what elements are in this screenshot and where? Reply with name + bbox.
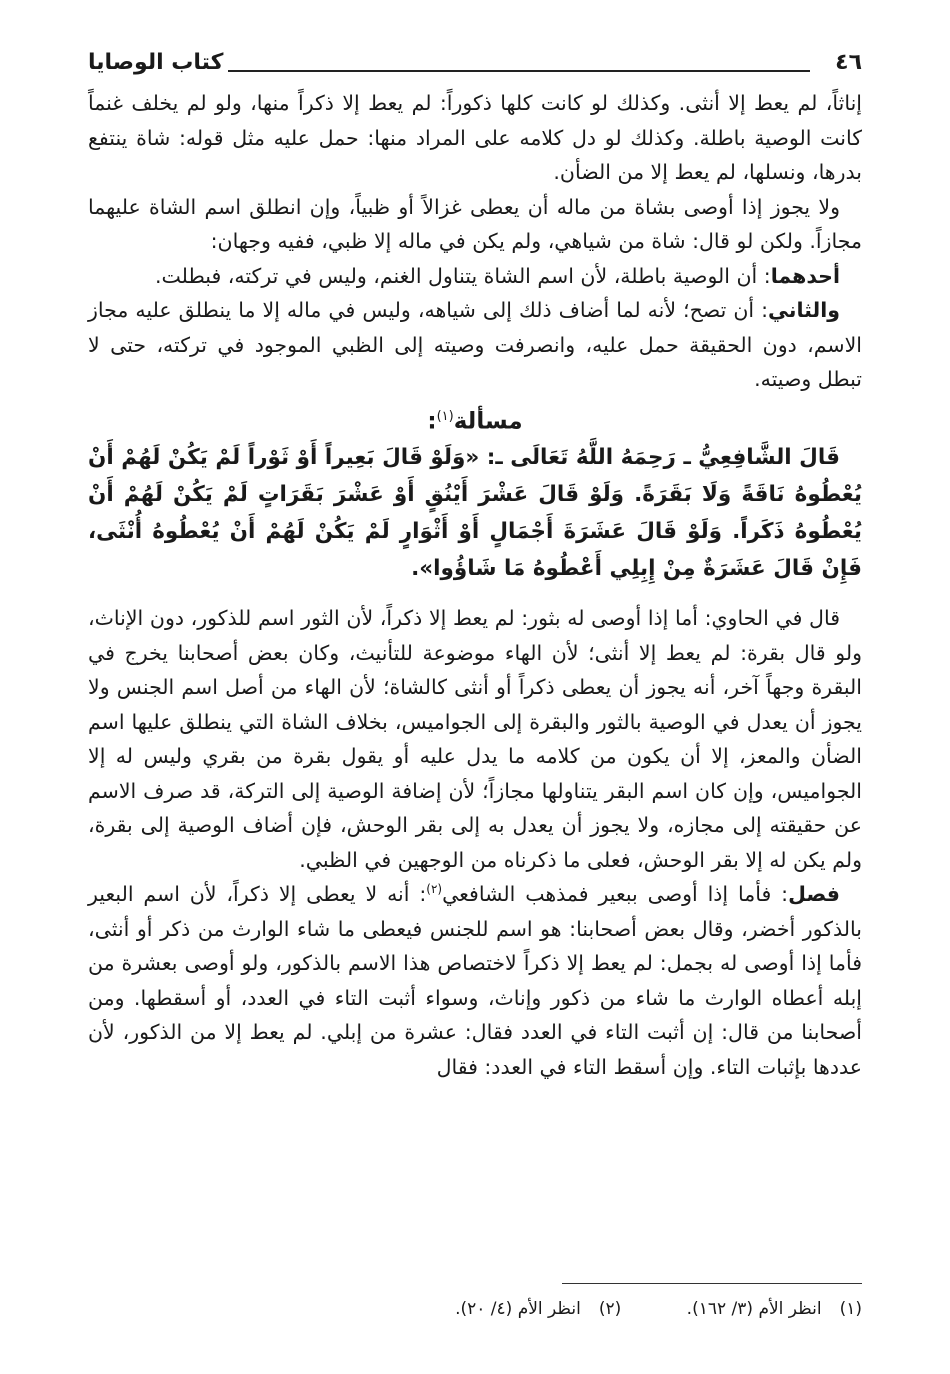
first-view-text: : أن الوصية باطلة، لأن اسم الشاة يتناول الغنم، وليس في تركته، فبطلت. [155, 263, 771, 288]
fasl-footnote-ref: (٢) [426, 882, 443, 897]
second-view-label: والثاني [768, 298, 840, 322]
footnote-1-number: (١) [839, 1299, 862, 1319]
fasl-label: فصل [788, 882, 840, 907]
book-title: كتاب الوصايا [88, 50, 224, 75]
page [88, 48, 862, 1084]
header-rule [228, 70, 810, 72]
body-text [88, 86, 862, 1084]
paragraph-4 [88, 293, 862, 397]
footnote-1 [687, 1296, 862, 1322]
second-view-text: : أن تصح؛ لأنه لما أضاف ذلك إلى شياهه، وليس في ماله إلا ما ينطلق عليه مجاز الاسم، دون الحقيقة حمل عليه، وانصرفت وصيته إلى الظبي الموجود في تركته، حتى لا تبطل وصيته. [88, 298, 862, 391]
masala-heading: مسألة$^{(١)}$: [427, 408, 523, 435]
footnotes [88, 1296, 862, 1322]
footnote-1-text: انظر الأم (٣/ ١٦٢). [686, 1299, 822, 1319]
footnote-2-text: انظر الأم (٤/ ٢٠). [455, 1299, 581, 1319]
masala-title: مسألة [453, 408, 523, 435]
masala-footnote-ref: (١) [436, 408, 454, 424]
running-header [88, 48, 862, 82]
paragraph-2: ولا يجوز إذا أوصى بشاة من ماله أن يعطى غزالاً أو ظبياً، وإن انطلق اسم الشاة عليهما مجازاً. ولكن لو قال: شاة من شياهي، ولم يكن في ماله إلا ظبي، ففيه وجهان: [88, 194, 862, 253]
paragraph-6 [88, 877, 862, 1084]
paragraph-3 [88, 259, 862, 294]
page-number: ٤٦ [835, 50, 862, 75]
footnote-rule [562, 1283, 862, 1284]
footnote-2-number: (٢) [598, 1299, 622, 1319]
footnote-2 [455, 1296, 621, 1322]
shafii-quote: قَالَ الشَّافِعِيُّ ـ رَحِمَهُ اللَّهُ تَعَالَى ـ: «وَلَوْ قَالَ بَعِيراً أَوْ ثَوْراً لَمْ يَكُنْ لَهُمْ أَنْ يُعْطُوهُ نَاقَةً وَلَا بَقَرَةً. وَلَوْ قَالَ عَشْرَ أَيْنُقٍ أَوْ عَشْرَ بَقَرَاتٍ لَمْ يَكُنْ لَهُمْ أَنْ يُعْطُوهُ ذَكَراً. وَلَوْ قَالَ عَشَرَةَ أَجْمَالٍ أَوْ أَثْوَارٍ لَمْ يَكُنْ لَهُمْ أَنْ يُعْطُوهُ أُنْثَى، فَإِنْ قَالَ عَشَرَةٌ مِنْ إِبِلِي أَعْطُوهُ مَا شَاؤُوا». [88, 445, 862, 582]
paragraph-1: إناثاً، لم يعط إلا أنثى. وكذلك لو كانت كلها ذكوراً: لم يعط إلا ذكراً منها، ولو لم يخلف غنماً كانت الوصية باطلة. وكذلك لو دل كلامه على المراد منها: حمل عليه مثل قوله: شاة ينتفع بدرها، ونسلها، لم يعط إلا من الضأن. [88, 91, 862, 184]
first-view-label: أحدهما [770, 263, 840, 288]
fasl-text-b: : أنه لا يعطى إلا ذكراً، لأن اسم البعير بالذكور أخضر، وقال بعض أصحابنا: هو اسم للجنس فيعطى ما شاء الوارث من ذكر أو أنثى، فأما إذا أوصى له بجمل: لم يعط إلا ذكراً لاختصاص هذا الاسم بالذكور، ولو أوصى بعشرة من إبله أعطاه الوارث ما شاء من ذكور وإناث، وسواء أثبت التاء في العدد، أو أسقطها. ومن أصحابنا من قال: إن أثبت التاء في العدد فقال: عشرة من إبلي. لم يعط إلا من الذكور، لأن عددها بإثبات التاء. وإن أسقط التاء في العدد: فقال [88, 882, 862, 1079]
fasl-text-a: : فأما إذا أوصى ببعير فمذهب الشافعي [442, 882, 789, 907]
paragraph-5: قال في الحاوي: أما إذا أوصى له بثور: لم يعط إلا ذكراً، لأن الثور اسم للذكور، دون الإناث، ولو قال بقرة: لم يعط إلا أنثى؛ لأن الهاء موضوعة للتأنيث، وكان بعض أصحابنا يخرج في البقرة وجهاً آخر، أنه يجوز أن يعطى ذكراً أو أنثى كالشاة؛ لأن الهاء من أصل اسم الجنس ولا يجوز أن يعدل في الوصية بالثور والبقرة إلى الجواميس، بخلاف الشاة التي ينطلق عليها اسم الضأن والمعز، إلا أن يكون من كلامه ما يدل عليه أو يقول بقرة من بقري وليس له إلا الجواميس، وإن كان اسم البقر يتناولها مجازاً؛ لأن إضافة الوصية إلى التركة، قد صرف الاسم عن حقيقته إلى مجازه، ولا يجوز أن يعدل به إلى بقر الوحش، فإن أضاف الوصية إلى بقرة، ولم يكن له إلا بقر الوحش، فعلى ما ذكرناه من الوجهين في الظبي. [88, 606, 862, 872]
